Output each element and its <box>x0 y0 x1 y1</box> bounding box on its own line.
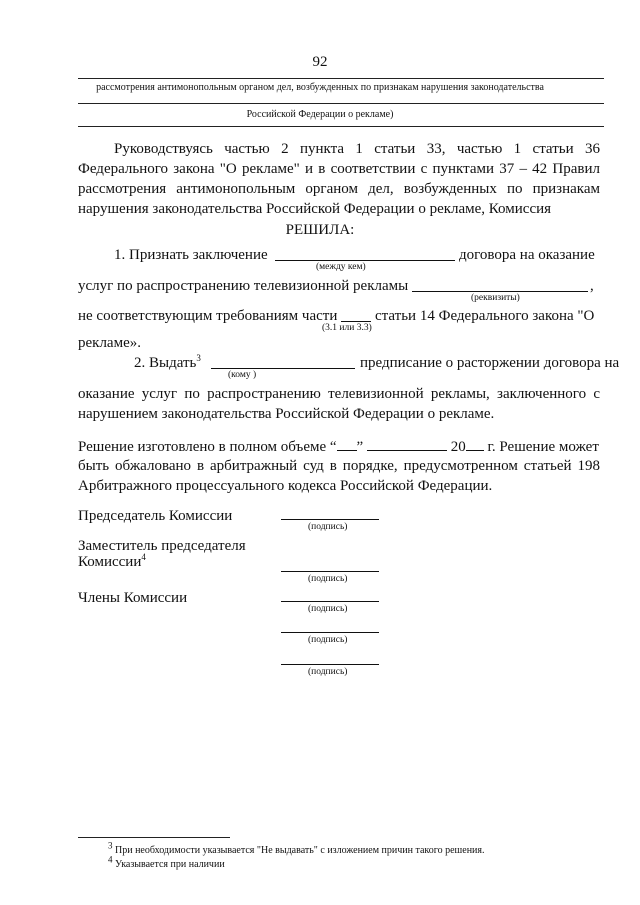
item2-line3: нарушением законодательства Российской Федерации о рекламе. <box>78 406 495 422</box>
item1-line4: рекламе». <box>78 335 141 351</box>
footnote-separator <box>78 837 230 838</box>
footnote-3-text: При необходимости указывается "Не выдавать" с изложением причин такого решения. <box>115 845 485 856</box>
item1-line1-end: договора на оказание <box>459 247 595 263</box>
deputy-label-commission: Комиссии <box>78 554 142 570</box>
chairman-signature-caption: (подпись) <box>308 522 348 532</box>
member1-signature-line <box>281 601 379 602</box>
footnote-ref-4: 4 <box>141 552 146 562</box>
item2-issue-label: 2. Выдать <box>134 355 197 371</box>
member3-signature-caption: (подпись) <box>308 667 348 677</box>
preamble-line-2: Федерального закона "О рекламе" и в соответствии с пунктами 37 – 42 Правил <box>78 161 600 177</box>
closing-line-3: Арбитражного процессуального кодекса Российской Федерации. <box>78 478 493 494</box>
header-rule-middle <box>78 103 604 104</box>
footnote-4-ref: 4 <box>108 854 113 865</box>
closing-line-2: быть обжаловано в арбитражный суд в порядке, предусмотренном статьей 198 <box>78 458 600 474</box>
preamble-line-3: рассмотрения антимонопольным органом дел, возбужденных по признакам <box>78 181 600 197</box>
item1-part-blank <box>341 307 371 322</box>
member2-signature-line <box>281 632 379 633</box>
item2-line1-start <box>134 353 201 373</box>
header-rule-top <box>78 78 604 79</box>
preamble-line-4: нарушения законодательства Российской Федерации о рекламе, Комиссия <box>78 201 552 217</box>
item1-line2: услуг по распространению телевизионной рекламы <box>78 278 409 294</box>
closing-line1-end: г. Решение может <box>483 439 599 455</box>
chairman-label: Председатель Комиссии <box>78 508 233 524</box>
month-blank <box>367 436 447 451</box>
item1-caption-requisites: (реквизиты) <box>471 293 520 303</box>
closing-quote: ” <box>356 439 364 455</box>
item1-caption-part: (3.1 или 3.3) <box>322 323 372 333</box>
decision-heading: РЕШИЛА: <box>285 222 355 238</box>
deputy-label-line-2 <box>78 552 146 572</box>
item1-requisites-blank <box>412 277 588 292</box>
header-rule-bottom <box>78 126 604 127</box>
item2-recipient-blank <box>211 354 355 369</box>
item2-line1-end: предписание о расторжении договора на <box>360 355 620 371</box>
footnote-3-ref: 3 <box>108 840 113 851</box>
header-line-1: рассмотрения антимонопольным органом дел, возбужденных по признакам нарушения законодательства <box>96 82 544 93</box>
deputy-signature-line <box>281 571 379 572</box>
header-line-2: Российской Федерации о рекламе) <box>246 109 394 120</box>
deputy-label-line-1: Заместитель председателя <box>78 538 246 554</box>
item1-line3-start: не соответствующим требованиям части <box>78 308 338 324</box>
closing-start: Решение изготовлено в полном объеме “ <box>78 439 337 455</box>
item1-line3-end: статьи 14 Федерального закона "О <box>375 308 595 324</box>
item1-line2-end: , <box>590 278 594 294</box>
footnote-ref-3: 3 <box>196 353 201 363</box>
member1-signature-caption: (подпись) <box>308 604 348 614</box>
preamble-line-1: Руководствуясь частью 2 пункта 1 статьи 33, частью 1 статьи 36 <box>114 141 600 157</box>
closing-line-1 <box>78 436 599 457</box>
deputy-signature-caption: (подпись) <box>308 574 348 584</box>
day-blank <box>337 436 357 451</box>
page-number: 92 <box>312 54 328 70</box>
chairman-signature-line <box>281 519 379 520</box>
year-blank <box>466 436 484 451</box>
footnote-3 <box>108 840 485 856</box>
members-label: Члены Комиссии <box>78 590 188 606</box>
item1-parties-blank <box>275 246 455 261</box>
footnote-4 <box>108 854 225 870</box>
item2-caption-recipient: (кому ) <box>228 370 257 380</box>
item1-caption-parties: (между кем) <box>316 262 366 272</box>
member3-signature-line <box>281 664 379 665</box>
member2-signature-caption: (подпись) <box>308 635 348 645</box>
closing-year: 20 <box>450 439 466 455</box>
footnote-4-text: Указывается при наличии <box>115 859 225 870</box>
item2-line2: оказание услуг по распространению телевизионной рекламы, заключенного с <box>78 386 600 402</box>
item1-line1-start: 1. Признать заключение <box>114 247 268 263</box>
